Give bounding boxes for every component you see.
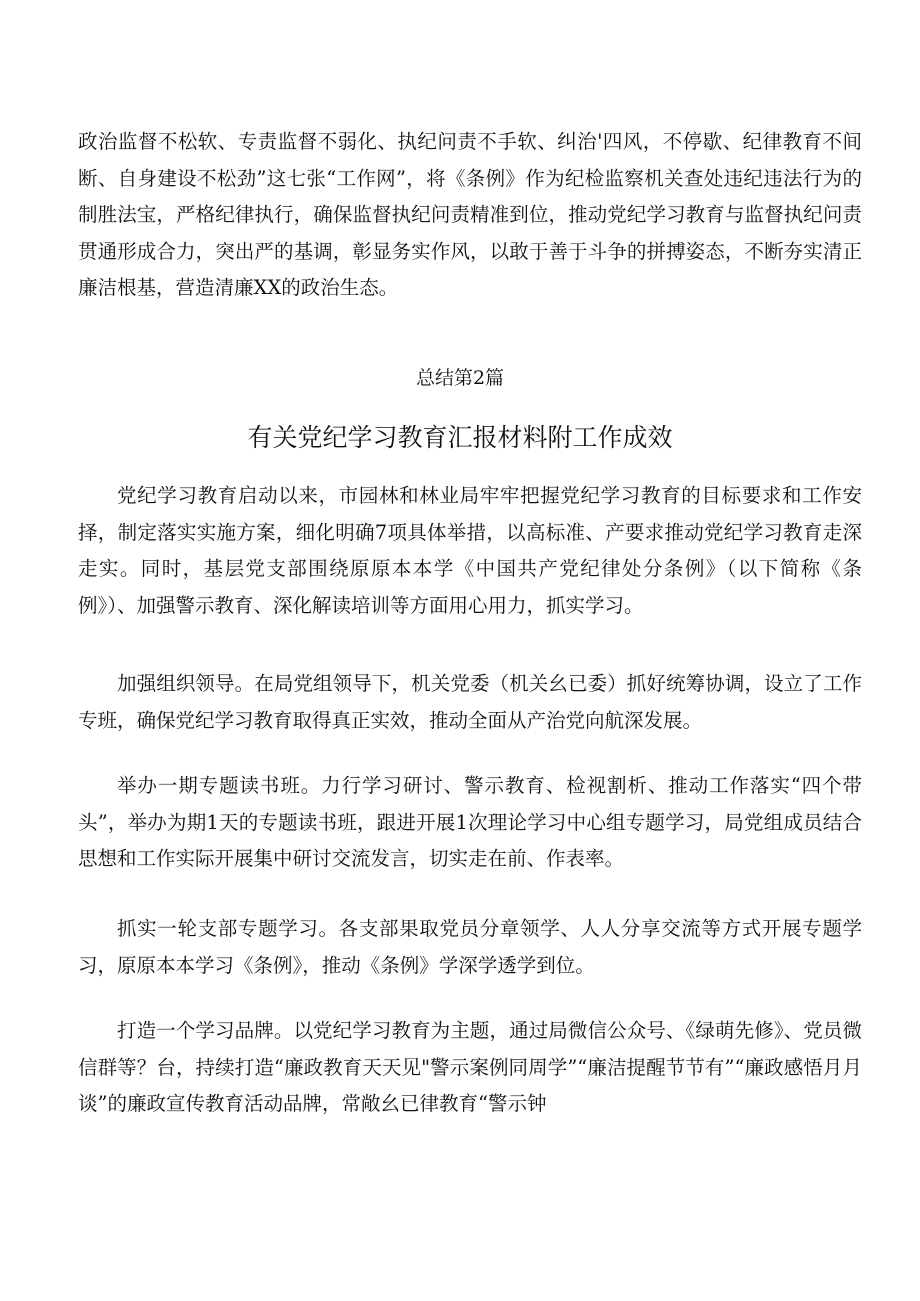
body-paragraph-reading-class: 举办一期专题读书班。力行学习研讨、警示教育、检视割析、推动工作落实“四个带头”，举办为期1天的专题读书班，跟进开展1次理论学习中心组专题学习，局党组成员结合思想和工作实际开展集中研讨交流发言，切实走在前、作表率。 (78, 774, 862, 871)
body-paragraph-intro: 党纪学习教育启动以来，市园林和林业局牢牢把握党纪学习教育的目标要求和工作安择，制定落实实施方案，细化明确7项具体举措，以高标准、产要求推动党纪学习教育走深走实。同时，基层党支部围绕原原本本学《中国共产党纪律处分条例》（以下简称《条例》）、加强警示教育、深化解读培训等方面用心用力，抓实学习。 (78, 484, 862, 617)
section-label: 总结第2篇 (415, 367, 505, 389)
body-paragraph-brand: 打造一个学习品牌。以党纪学习教育为主题，通过局微信公众号、《绿萌先修》、党员微信群等？台，持续打造“廉政教育天天见"警示案例同周学”“廉洁提醒节节有”“廉政感悟月月谈”的廉政宣传教育活动品牌，常敞幺已律教育“警示钟 (78, 1019, 862, 1116)
body-paragraph-organization: 加强组织领导。在局党组领导下，机关党委（机关幺已委）抓好统筹协调，设立了工作专班，确保党纪学习教育取得真正实效，推动全面从产治党向航深发展。 (78, 672, 862, 732)
opening-paragraph: 政治监督不松软、专责监督不弱化、执纪问责不手软、纠治'四风，不停歇、纪律教育不间断、自身建设不松劲”这七张“工作网”，将《条例》作为纪检监察机关查处违纪违法行为的制胜法宝，严格纪律执行，确保监督执纪问责精准到位，推动党纪学习教育与监督执纪问责贯通形成合力，突出严的基调，彰显务实作风，以敢于善于斗争的拼搏姿态，不断夯实清正廉洁根基，营造清廉XX的政治生态。 (78, 130, 862, 300)
body-paragraph-branch-study: 抓实一轮支部专题学习。各支部果取党员分章领学、人人分享交流等方式开展专题学习，原原本本学习《条例》，推动《条例》学深学透学到位。 (78, 917, 862, 977)
document-title: 有关党纪学习教育汇报材料附工作成效 (247, 423, 673, 452)
